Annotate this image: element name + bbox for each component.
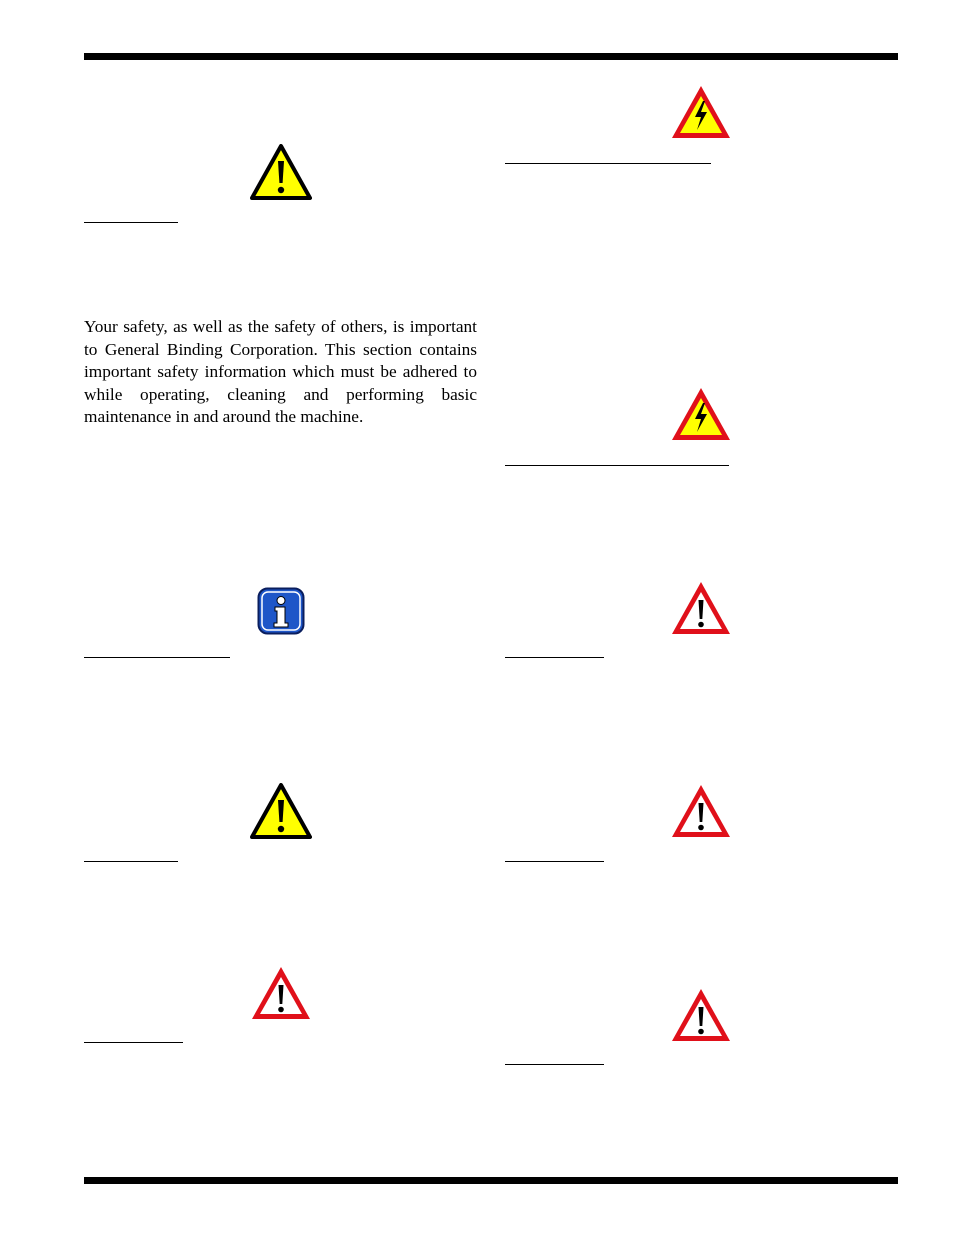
warning-triangle-icon	[250, 965, 312, 1021]
electrical-hazard-icon	[670, 386, 732, 442]
warning-triangle-icon	[670, 580, 732, 636]
caution-triangle-icon	[250, 144, 312, 200]
heading-underline	[505, 163, 711, 164]
electrical-hazard-icon	[670, 84, 732, 140]
heading-underline	[505, 465, 729, 466]
heading-underline	[84, 861, 178, 862]
caution-triangle-icon	[250, 783, 312, 839]
heading-underline	[84, 657, 230, 658]
heading-underline	[505, 861, 604, 862]
heading-underline	[84, 222, 178, 223]
heading-underline	[84, 1042, 183, 1043]
warning-triangle-icon	[670, 783, 732, 839]
info-icon	[257, 587, 305, 635]
heading-underline	[505, 1064, 604, 1065]
intro-paragraph: Your safety, as well as the safety of others, is important to General Binding Corporation. This section contains important safety information which must be adhered to while operating, cleaning and performing basic maintenance in and around the machine.	[84, 317, 477, 426]
heading-underline	[505, 657, 604, 658]
warning-triangle-icon	[670, 987, 732, 1043]
bottom-rule	[84, 1177, 898, 1184]
top-rule	[84, 53, 898, 60]
